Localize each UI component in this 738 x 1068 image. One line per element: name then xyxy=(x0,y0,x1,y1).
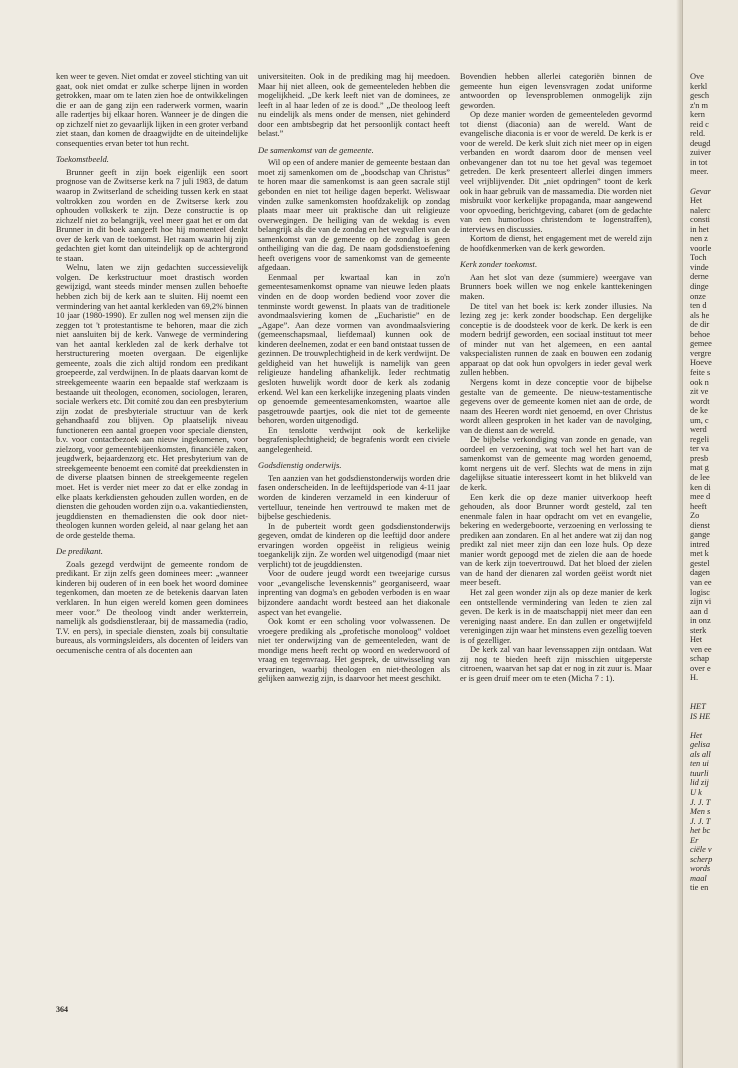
next-page-line: behoe xyxy=(690,329,710,339)
next-page-line: ten ui xyxy=(690,759,709,769)
next-page-line: schap xyxy=(690,654,710,664)
next-page-line: tie en xyxy=(690,883,709,893)
next-page-line: Het xyxy=(690,635,703,645)
next-page-line: vinde xyxy=(690,262,709,272)
next-page-line: in het xyxy=(690,224,709,234)
next-page-line: gange xyxy=(690,530,710,540)
paragraph: Brunner geeft in zijn boek eigenlijk een soort prognose van de Zwitserse kerk na 7 juli 1983, de datum waarop in Zwitserland de scheiding tussen kerk en staat voltrokken zou worden en de Zwitserse kerk zou ophouden volkskerk te zijn. Deze constructie is op zichzelf niet zo belangrijk, veel meer gaat het er om dat Brunner in dit boek aangeeft hoe hij momenteel denkt over de kerk van de toekomst. Het raam waarin hij zijn gedachten giet komt dan uiteindelijk op de achtergrond te staan. xyxy=(56,167,248,263)
next-page-line: aan d xyxy=(690,606,708,616)
next-page-line: wordt xyxy=(690,396,710,406)
paragraph: De kerk zal van haar levenssappen zijn ontdaan. Wat zij nog te bieden heeft zijn misschien uitgeperste citroenen, waarvan het sap dat er nog in zit zuur is. Maar er is geen druif meer om te eten (Micha 7 : 1). xyxy=(460,645,652,683)
next-page-line: Hoeve xyxy=(690,358,712,368)
next-page-line: ven ee xyxy=(690,644,712,654)
next-page-line: werd xyxy=(690,425,707,435)
page-right-edge xyxy=(682,0,738,1068)
next-page-line: J. J. T xyxy=(690,816,711,826)
next-page-line: mat g xyxy=(690,463,709,473)
next-page-line: intred xyxy=(690,539,710,549)
next-page-line: consti xyxy=(690,215,711,225)
next-page-line: sterk xyxy=(690,625,707,635)
paragraph: Voor de oudere jeugd wordt een tweejarige cursus voor „evangelische levenskennis” georganiseerd, waar inprenting van dogma's en geboden verboden is en waar bijzondere aandacht wordt besteed aan het diakonale aspect van het evangelie. xyxy=(258,569,450,617)
paragraph: Wil op een of andere manier de gemeente bestaan dan moet zij samenkomen om de „boodschap van Christus” te horen maar die samenkomst is aan geen sacrale stijl gebonden en niet tot heilige dagen beperkt. Weliswaar vinden zulke samenkomsten hoofdzakelijk op zondag plaats maar meer uit praktische dan uit religieuze overwegingen. De heiliging van de wekdag is even belangrijk als die van de zondag en het wegvallen van de samenkomst van de gemeente op de zondag is geen ontheiliging van die dag. De naam godsdienstoefening heeft overigens voor de samenkomst van de gemeente afgedaan. xyxy=(258,158,450,273)
next-page-line: in tot xyxy=(690,157,708,167)
next-page-line: zijn vi xyxy=(690,597,712,607)
next-page-line xyxy=(690,683,738,693)
page-number: 364 xyxy=(56,1005,68,1014)
paragraph: En tenslotte verdwijnt ook de kerkelijke begrafenisplechtigheid; de begrafenis wordt een civiele aangelegenheid. xyxy=(258,425,450,454)
next-page-line: Ove xyxy=(690,72,704,81)
next-page-line: tuurli xyxy=(690,768,709,778)
next-page-line: presb xyxy=(690,453,709,463)
next-page-line: voorle xyxy=(690,243,712,253)
paragraph: Ten aanzien van het godsdienstonderwijs worden drie fasen onderscheiden. In de leeftijdsperiode van 4-11 jaar worden de kinderen verzameld in een kinderuur of vertelluur, teneinde hen vertrouwd te maken met de bijbelse geschiedenis. xyxy=(258,473,450,522)
next-page-line: lid zij xyxy=(690,778,709,788)
column-3 xyxy=(460,72,652,683)
next-page-line: derne xyxy=(690,272,709,282)
next-page-line xyxy=(690,693,738,703)
next-page-line: Het xyxy=(690,730,703,740)
column-1 xyxy=(56,72,248,655)
paragraph: Kortom de dienst, het engagement met de wereld zijn de hoofdkenmerken van de kerk geworden. xyxy=(460,234,652,253)
next-page-line: onze xyxy=(690,291,706,301)
next-page-line: regeli xyxy=(690,434,710,444)
paragraph: In de puberteit wordt geen godsdienstonderwijs gegeven, omdat de kinderen op die leeftijd door andere ervaringen worden opgeëist in religieus weinig toegankelijk zijn. Ze worden wel uitgenodigd (maar niet verplicht) tot de jeugddiensten. xyxy=(258,521,450,569)
next-page-line: deugd xyxy=(690,138,711,148)
next-page-line: van ee xyxy=(690,577,712,587)
next-page-line: de ke xyxy=(690,406,708,416)
paragraph: Een kerk die op deze manier uitverkoop heeft gehouden, als door Brunner wordt gesteld, zal ten enenmale falen in haar opdracht om vet en evangelie, bekering en wedergeboorte, verzoening en verlossing te prediken aan zondaren. En al het andere wat zij dan nog predikt zal niet meer zijn dan een loze huls. Op deze manier wordt gepoogd met de zielen die aan de hoede van de kerk zijn toevertrouwd. Dat het bloed der zielen van de hand der dienaren zal worden geëist wordt niet meer beseft. xyxy=(460,492,652,588)
next-page-line: Gevar xyxy=(690,186,711,196)
next-page-line: ken di xyxy=(690,482,711,492)
paragraph: Welnu, laten we zijn gedachten successievelijk volgen. De kerkstructuur moet drastisch worden gewijzigd, want steeds minder mensen zullen behoefte hebben zich bij de kerk aan te sluiten. Hij noemt een vermindering van het aantal kerkleden van 69,2% binnen 10 jaar (1980-1990). Er zullen nog wel mensen zijn die zeggen tot 't protestantisme te behoren, maar die zich niet aansluiten bij de kerk. Vanwege de vermindering van het aantal kerkleden zal de kerk derhalve tot herstructurering moeten overgaan. De eigenlijke gemeente, zoals die zich altijd rondom een predikant groepeerde, zal verdwijnen. In de plaats daarvan komt de streekgemeente waarin een bepaalde staf werkzaam is bestaande uit theologen, economen, sociologen, leraren, sociale werkers etc. Dit comité zou dan een presbyterium zijn zodat de presbyteriale structuur van de kerk gehandhaafd zou blijven. Op plaatselijk niveau functioneren een aantal groepen voor speciale diensten, b.v. voor contactbezoek aan nieuw ingekomenen, voor zielzorg, voor gemeentebijeenkomsten, financiële zaken, jeugdwerk, bejaardenzorg etc. Het presbyterium van de streekgemeente benoemt een comité dat preekdiensten in de diverse plaatsen binnen de streekgemeente regelen moet. Het is verder niet meer zo dat er elke zondag in elke plaats kerkdiensten gehouden zullen worden, en de diensten die gehouden worden zijn o.a. vakantiediensten, jeugddiensten en themadiensten die ook door niet-theologen kunnen worden geleid, al naar gelang het aan de orde gestelde thema. xyxy=(56,263,248,540)
next-page-line: kern xyxy=(690,110,705,120)
paragraph: Zoals gezegd verdwijnt de gemeente rondom de predikant. Er zijn zelfs geen dominees meer: „wanneer kinderen bij ouderen of in een boek het woord dominee tegenkomen, dan moeten ze de betekenis daarvan laten verklaren. In hun eigen wereld komen geen dominees meer voor.” De theoloog vindt ander werkterrein, namelijk als godsdienstleraar, bij de massamedia (radio, T.V. en pers), in speciale diensten, zoals bij consultatie bureaus, als vormingsleiders, als docenten of leiders van oecumenische centra of als docenten aan xyxy=(56,559,248,655)
next-page-line: words xyxy=(690,864,711,874)
next-page-line: ciële v xyxy=(690,845,712,855)
next-page-line: ook n xyxy=(690,377,709,387)
next-page-line: gemee xyxy=(690,339,712,349)
next-page-line: maal xyxy=(690,873,707,883)
next-page-text xyxy=(690,72,738,893)
next-page-line: de dir xyxy=(690,320,710,330)
next-page-line: logisc xyxy=(690,587,711,597)
next-page-line: U k xyxy=(690,788,702,798)
next-page-line: J. J. T xyxy=(690,797,711,807)
paragraph: Op deze manier worden de gemeenteleden gevormd tot dienst (diaconia) aan de wereld. Want de evangelische diaconia is er voor de wereld. De kerk is er voor de wereld. De kerk sluit zich niet meer op in eigen verbanden en wordt daarom door de mensen veel onbevangener dan tot nu toe het geval was tegemoet getreden. De kerk presenteert allerlei dingen immers veel vrijblijvender. Dit „niet opdringen” toont de kerk ook in haar gebruik van de massamedia. Die worden niet misbruikt voor kerkelijke propaganda, maar aangewend voor opvoeding, berichtgeving, cabaret (om de gedachte van een humorloos christendom te logenstraffen), interviews en discussies. xyxy=(460,110,652,234)
next-page-line: het bc xyxy=(690,826,711,836)
next-page-line: kerkl xyxy=(690,81,708,91)
next-page-line: HET xyxy=(690,702,706,712)
next-page-line: dagen xyxy=(690,568,710,578)
paragraph: Aan het slot van deze (summiere) weergave van Brunners boek willen we nog enkele kanttekeningen maken. xyxy=(460,272,652,302)
next-page-line: ten d xyxy=(690,301,707,311)
next-page-line: met k xyxy=(690,549,709,559)
next-page-line: Er xyxy=(690,835,699,845)
next-page-line: nen z xyxy=(690,234,708,244)
section-heading: De samenkomst van de gemeente. xyxy=(258,144,374,155)
paragraph: Het zal geen wonder zijn als op deze manier de kerk een ontstellende vermindering van leden te zien zal geven. De kerk is in de maatschappij niet meer dan een vereniging naast andere. En dan zullen er ongetwijfeld verenigingen zijn waar het minstens even gezellig toeven is of gezelliger. xyxy=(460,587,652,645)
next-page-line: over e xyxy=(690,663,711,673)
next-page-line: gestel xyxy=(690,558,710,568)
paragraph: Bovendien hebben allerlei categoriën binnen de gemeente hun eigen levensvragen zodat uniforme antwoorden op levensproblemen onmogelijk zijn geworden. xyxy=(460,72,652,110)
next-page-line xyxy=(690,721,738,731)
next-page-line: IS HE xyxy=(690,711,711,721)
next-page-line: als he xyxy=(690,310,710,320)
next-page-line: Zo xyxy=(690,511,700,521)
paragraph: De titel van het boek is: kerk zonder illusies. Na lezing zeg je: kerk zonder boodschap. Een dergelijke conceptie is de doodsteek voor de kerk. De kerk is een modern bedrijf geworden, een sociaal instituut tot meer of minder nut van het algemeen, en een aantal vakspecialisten runnen de zaak en bouwen een zodanig apparaat op dat ook hun opvolgers in ieder geval werk zullen hebben. xyxy=(460,301,652,378)
next-page-line: feite s xyxy=(690,367,711,377)
next-page-line: de lee xyxy=(690,472,710,482)
paragraph: Ook komt er een scholing voor volwassenen. De vroegere prediking als „profetische monoloog” voldoet niet ter onderwijzing van de gemeenteleden, want de mondige mens heeft recht op woord en wederwoord of vraag en tegenvraag. Het gesprek, de uitwisseling van ervaringen, waarbij theologen en niet-theologen als gelijken aanwezig zijn, is daarvoor het meest geschikt. xyxy=(258,617,450,684)
paragraph: Eenmaal per kwartaal kan in zo'n gemeentesamenkomst opname van nieuwe leden plaats vinden en de doop worden bediend voor zover die tenminste wordt gewenst. In plaats van de traditionele avondmaalsviering komen de „Eucharistie” en de „Agape”. Aan deze vormen van avondmaalsviering (gemeenschapsmaal, liefdemaal) kunnen ook de kinderen deelnemen, zodat er een band ontstaat tussen de gezinnen. De trouwplechtigheid in de kerk verdwijnt. De geldigheid van het huwelijk is namelijk van geen religieuze handeling afhankelijk. Ieder rechtmatig gesloten huwelijk wordt door de kerk als zodanig erkend. Wel kan een kerkelijke inzegening plaats vinden op genoemde gemeentesamenkomsten, waartoe alle pasgetrouwde paartjes, ook die niet tot de gemeente behoren, worden uitgenodigd. xyxy=(258,272,450,426)
next-page-line: scherp xyxy=(690,854,713,864)
next-page-line: dienst xyxy=(690,520,711,530)
paragraph: universiteiten. Ook in de prediking mag hij meedoen. Maar hij niet alleen, ook de gemeenteleden hebben die mogelijkheid. „De kerk leeft niet van de dominees, ze leeft in al haar leden of ze is dood.” „De theoloog leeft nu eindelijk als mens onder de mensen, niet gehinderd door een ambtsbegrip dat het persoonlijk contact heeft belast.” xyxy=(258,72,450,139)
next-page-line: ter va xyxy=(690,444,709,454)
next-page-line: Het xyxy=(690,196,703,206)
next-page-line: nalerc xyxy=(690,205,711,215)
next-page-line: vergre xyxy=(690,348,712,358)
next-page-line: Men s xyxy=(690,807,711,817)
next-page-line: gesch xyxy=(690,91,710,101)
next-page-line: mee d xyxy=(690,492,711,502)
next-page-line: zuiver xyxy=(690,148,711,158)
next-page-line: zit ve xyxy=(690,387,709,397)
section-heading: Toekomstbeeld. xyxy=(56,154,109,165)
next-page-line: heeft xyxy=(690,501,707,511)
next-page-line: gelisa xyxy=(690,740,711,750)
next-page-line xyxy=(690,177,738,187)
next-page-line: H. xyxy=(690,673,699,683)
next-page-line: um, c xyxy=(690,415,709,425)
next-page-line: z'n m xyxy=(690,100,709,110)
paragraph: ken weer te geven. Niet omdat er zoveel stichting van uit gaat, ook niet omdat er zulke scherpe lijnen in worden getrokken, maar om te laten zien hoe de ontwikkelingen die er aan de gang zijn een raderwerk vormen, waarin alle radertjes bij elkaar horen. Wanneer je de dingen die op zichzelf niet zo gevaarlijk lijken in een groter verband ziet staan, dan komen de draagwijdte en de uiteindelijke consequenties ervan beter tot hun recht. xyxy=(56,72,248,148)
section-heading: De predikant. xyxy=(56,546,103,557)
next-page-line: reld. xyxy=(690,129,706,139)
section-heading: Godsdienstig onderwijs. xyxy=(258,460,342,471)
paragraph: Nergens komt in deze conceptie voor de bijbelse gestalte van de gemeente. De nieuw-testamentische gegevens over de gemeente komen niet aan de orde, de naam des Heeren wordt niet genoemd, en over Christus wordt alleen gesproken in het kader van de navolging, van de dienst aan de wereld. xyxy=(460,377,652,435)
next-page-line: in onz xyxy=(690,616,711,626)
next-page-line: als all xyxy=(690,749,711,759)
next-page-line: Toch xyxy=(690,253,707,263)
next-page-line: meer. xyxy=(690,167,709,177)
column-2 xyxy=(258,72,450,684)
next-page-line: dinge xyxy=(690,282,709,292)
paragraph: De bijbelse verkondiging van zonde en genade, van oordeel en verzoening, wat toch wel het hart van de samenkomst van de gemeente mag worden genoemd, komt nergens uit de verf. Slechts wat de mens in zijn dagelijkse situatie interesseert komt in het blikveld van de kerk. xyxy=(460,435,652,492)
section-heading: Kerk zonder toekomst. xyxy=(460,259,538,270)
next-page-line: reid c xyxy=(690,119,709,129)
